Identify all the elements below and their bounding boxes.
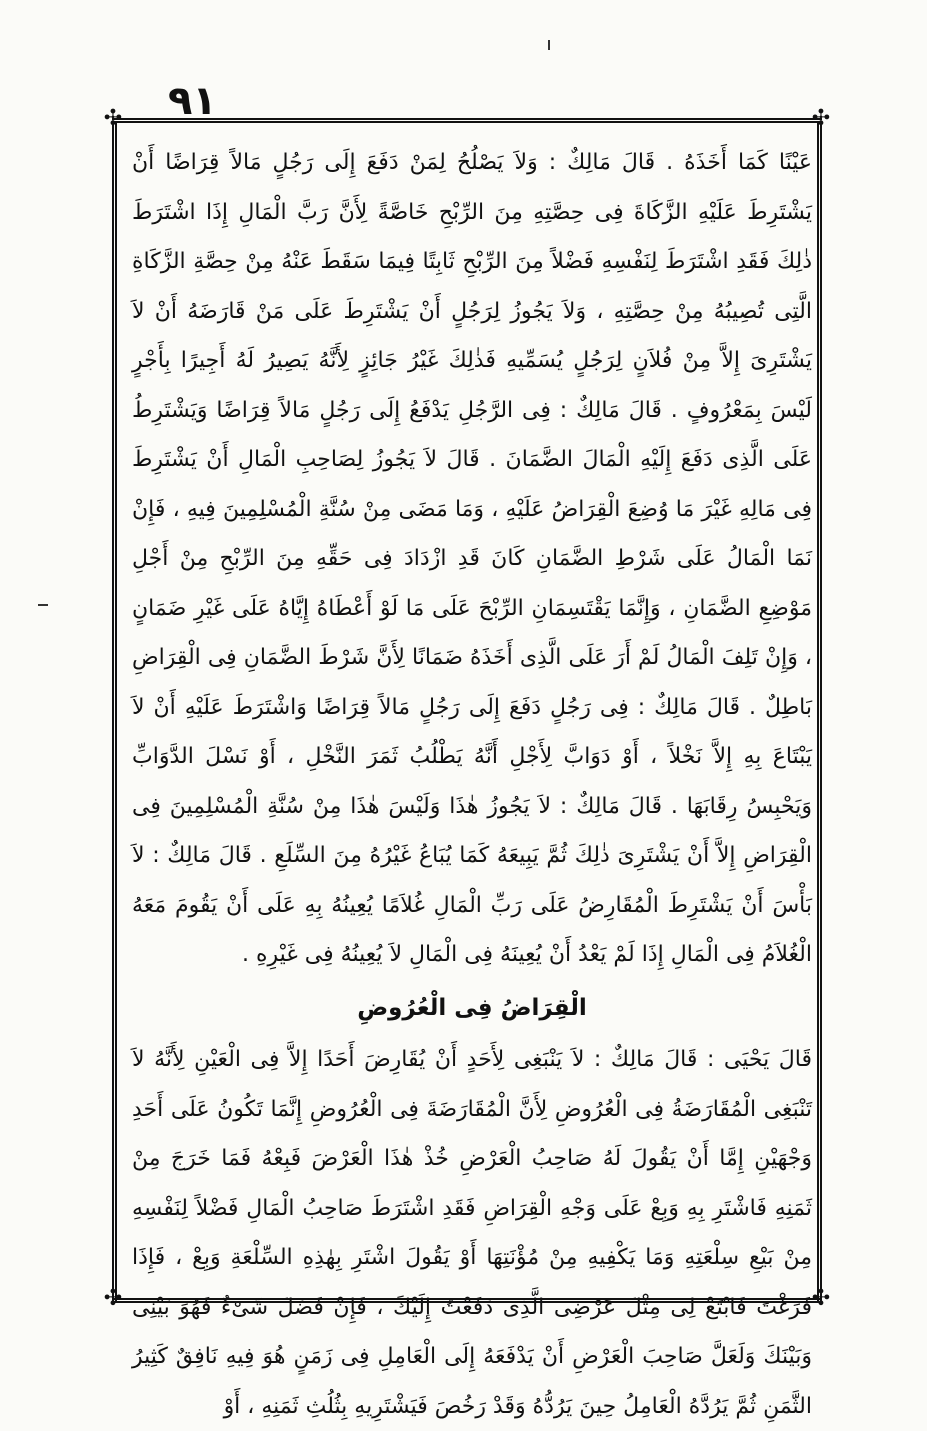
section-heading: الْقِرَاضُ فِى الْعُرُوضِ <box>357 994 587 1021</box>
body-paragraph: عَيْنًا كَمَا أَخَذَهُ . قَالَ مَالِكٌ : وَلاَ يَصْلُحُ لِمَنْ دَفَعَ إِلَى رَجُلٍ مَالاً قِرَاضًا أَنْ يَشْتَرِطَ عَلَيْهِ الزَّكَاةَ فِى حِصَّتِهِ مِنَ الرِّبْحِ خَاصَّةً لِأَنَّ رَبَّ الْمَالِ إِذَا اشْتَرَطَ ذٰلِكَ فَقَدِ اشْتَرَطَ لِنَفْسِهِ فَضْلاً مِنَ الرِّبْحِ ثَابِتًا فِيمَا سَقَطَ عَنْهُ مِنْ حِصَّةِ الزَّكَاةِ الَّتِى تُصِيبُهُ مِنْ حِصَّتِهِ ، وَلاَ يَجُوزُ لِرَجُلٍ أَنْ يَشْتَرِطَ عَلَى مَنْ قَارَضَهُ أَنْ لاَ يَشْتَرِىَ إِلاَّ مِنْ فُلاَنٍ لِرَجُلٍ يُسَمِّيهِ فَذٰلِكَ غَيْرُ جَائِزٍ لِأَنَّهُ يَصِيرُ لَهُ أَجِيرًا بِأَجْرٍ لَيْسَ بِمَعْرُوفٍ . قَالَ مَالِكٌ : فِى الرَّجُلِ يَدْفَعُ إِلَى رَجُلٍ مَالاً قِرَاضًا وَيَشْتَرِطُ عَلَى الَّذِى دَفَعَ إِلَيْهِ الْمَالَ الضَّمَانَ . قَالَ لاَ يَجُوزُ لِصَاحِبِ الْمَالِ أَنْ يَشْتَرِطَ فِى مَالِهِ غَيْرَ مَا وُضِعَ الْقِرَاضُ عَلَيْهِ ، وَمَا مَضَى مِنْ سُنَّةِ الْمُسْلِمِينَ فِيهِ ، فَإِنْ نَمَا الْمَالُ عَلَى شَرْطِ الضَّمَانِ كَانَ قَدِ ازْدَادَ فِى حَقِّهِ مِنَ الرِّبْحِ مِنْ أَجْلِ مَوْضِعِ الضَّمَانِ ، وَإِنَّمَا يَقْتَسِمَانِ الرِّبْحَ عَلَى مَا لَوْ أَعْطَاهُ إِيَّاهُ عَلَى غَيْرِ ضَمَانٍ ، وَإِنْ تَلِفَ الْمَالُ لَمْ أَرَ عَلَى الَّذِى أَخَذَهُ ضَمَانًا لِأَنَّ شَرْطَ الضَّمَانِ فِى الْقِرَاضِ بَاطِلٌ . قَالَ مَالِكٌ : فِى رَجُلٍ دَفَعَ إِلَى رَجُلٍ مَالاً قِرَاضًا وَاشْتَرَطَ عَلَيْهِ أَنْ لاَ يَبْتَاعَ بِهِ إِلاَّ نَخْلاً ، أَوْ دَوَابَّ لِأَجْلِ أَنَّهُ يَطْلُبُ ثَمَرَ النَّخْلِ ، أَوْ نَسْلَ الدَّوَابِّ وَيَحْبِسُ رِقَابَهَا . قَالَ مَالِكٌ : لاَ يَجُوزُ هٰذَا وَلَيْسَ هٰذَا مِنْ سُنَّةِ الْمُسْلِمِينَ فِى الْقِرَاضِ إِلاَّ أَنْ يَشْتَرِىَ ذٰلِكَ ثُمَّ يَبِيعَهُ كَمَا يُبَاعُ غَيْرُهُ مِنَ السِّلَعِ . قَالَ مَالِكٌ : لاَ بَأْسَ أَنْ يَشْتَرِطَ الْمُقَارِضُ عَلَى رَبِّ الْمَالِ غُلاَمًا يُعِينُهُ بِهِ عَلَى أَنْ يَقُومَ مَعَهُ الْغُلاَمُ فِى الْمَالِ إِذَا لَمْ يَعْدُ أَنْ يُعِينَهُ فِى الْمَالِ لاَ يُعِينُهُ فِى غَيْرِهِ . <box>132 150 812 967</box>
scan-mark <box>38 604 48 606</box>
document-body <box>132 138 812 1419</box>
floral-ornament-icon: ✣ <box>811 1286 831 1311</box>
page-number: ٩١ <box>168 78 217 124</box>
body-paragraph: قَالَ يَحْيَى : قَالَ مَالِكٌ : لاَ يَنْبَغِى لِأَحَدٍ أَنْ يُقَارِضَ أَحَدًا إِلاَّ فِى الْعَيْنِ لِأَنَّهُ لاَ تَنْبَغِى الْمُقَارَضَةُ فِى الْعُرُوضِ لِأَنَّ الْمُقَارَضَةَ فِى الْعُرُوضِ إِنَّمَا تَكُونُ عَلَى أَحَدِ وَجْهَيْنِ إِمَّا أَنْ يَقُولَ لَهُ صَاحِبُ الْعَرْضِ خُذْ هٰذَا الْعَرْضَ فَبِعْهُ فَمَا خَرَجَ مِنْ ثَمَنِهِ فَاشْتَرِ بِهِ وَبِعْ عَلَى وَجْهِ الْقِرَاضِ فَقَدِ اشْتَرَطَ صَاحِبُ الْمَالِ فَضْلاً لِنَفْسِهِ مِنْ بَيْعِ سِلْعَتِهِ وَمَا يَكْفِيهِ مِنْ مُؤْنَتِهَا أَوْ يَقُولَ اشْتَرِ بِهٰذِهِ السِّلْعَةِ وَبِعْ ، فَإِذَا فَرَغْتَ فَابْتَعْ لِى مِثْلَ عَرْضِى الَّذِى دَفَعْتُ إِلَيْكَ ، فَإِنْ فَضَلَ شَىْءٌ فَهُوَ بَيْنِى وَبَيْنَكَ وَلَعَلَّ صَاحِبَ الْعَرْضِ أَنْ يَدْفَعَهُ إِلَى الْعَامِلِ فِى زَمَنٍ هُوَ فِيهِ نَافِقٌ كَثِيرُ الثَّمَنِ ثُمَّ يَرُدَّهُ الْعَامِلُ حِينَ يَرُدُّهُ وَقَدْ رَخُصَ فَيَشْتَرِيهِ بِثُلُثِ ثَمَنِهِ ، أَوْ <box>132 1047 812 1419</box>
floral-ornament-icon: ✣ <box>103 106 123 131</box>
floral-ornament-icon: ✣ <box>811 106 831 131</box>
floral-ornament-icon: ✣ <box>103 1286 123 1311</box>
scan-mark <box>548 40 550 50</box>
